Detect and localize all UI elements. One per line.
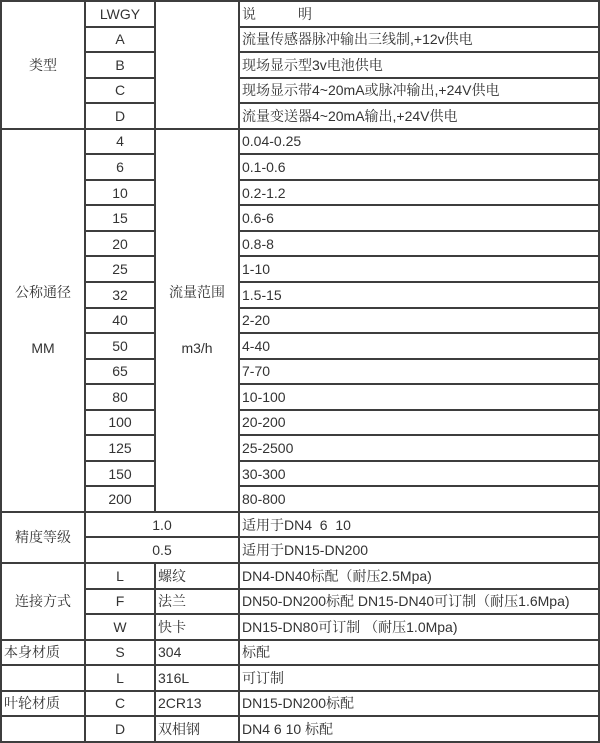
range-cell: 25-2500 [239,435,599,461]
table-row [1,359,599,385]
material-desc-cell: DN15-DN200标配 [239,691,599,717]
material-code-cell: C [85,691,155,717]
table-row [1,205,599,231]
accuracy-grade-cell: 1.0 [85,512,239,538]
dn-cell: 200 [85,486,155,512]
table-row [1,129,599,155]
material-code-cell: S [85,640,155,666]
flow-range-header [155,129,239,512]
material-name-cell: 304 [155,640,239,666]
table-row [1,435,599,461]
dn-cell: 40 [85,308,155,334]
table-row [1,461,599,487]
section-header-accuracy: 精度等级 [1,512,85,563]
accuracy-desc-cell: 适用于DN4 6 10 [239,512,599,538]
range-cell: 1.5-15 [239,282,599,308]
table-row [1,512,599,538]
dn-cell: 100 [85,410,155,436]
material-name-cell: 2CR13 [155,691,239,717]
range-cell: 80-800 [239,486,599,512]
table-row [1,333,599,359]
connection-desc-cell: DN50-DN200标配 DN15-DN40可订制（耐压1.6Mpa) [239,589,599,615]
flow-range-header-line1: 流量范围 [169,284,225,301]
range-cell: 7-70 [239,359,599,385]
dn-cell: 65 [85,359,155,385]
dn-cell: 32 [85,282,155,308]
type-desc-cell: 流量传感器脉冲输出三线制,+12v供电 [239,27,599,53]
flow-range-header-line2: m3/h [181,339,213,356]
dn-cell: 6 [85,154,155,180]
dn-cell: 4 [85,129,155,155]
dn-cell: 125 [85,435,155,461]
section-header-connection: 连接方式 [1,563,85,640]
material-name-cell: 双相钢 [155,716,239,742]
table-row [1,27,599,53]
range-cell: 0.8-8 [239,231,599,257]
dn-cell: 15 [85,205,155,231]
material-desc-cell: 标配 [239,640,599,666]
connection-name-cell: 快卡 [155,614,239,640]
accuracy-grade-cell: 0.5 [85,537,239,563]
table-row [1,665,599,691]
connection-desc-cell: DN15-DN80可订制 （耐压1.0Mpa) [239,614,599,640]
table-row [1,282,599,308]
table-row [1,78,599,104]
type-code-cell: D [85,103,155,129]
table-row [1,180,599,206]
table-row [1,614,599,640]
diameter-header-line1: 公称通径 [15,284,71,301]
diameter-header-line2: MM [31,339,55,356]
range-cell: 10-100 [239,384,599,410]
table-row [1,640,599,666]
range-cell: 20-200 [239,410,599,436]
table-row [1,103,599,129]
material-desc-cell: 可订制 [239,665,599,691]
range-cell: 0.2-1.2 [239,180,599,206]
empty-header-cell [1,665,85,691]
empty-header-cell [1,716,85,742]
dn-cell: 150 [85,461,155,487]
dn-cell: 20 [85,231,155,257]
type-desc-cell: 现场显示型3v电池供电 [239,52,599,78]
table-row [1,537,599,563]
table-row [1,1,599,27]
spacer-cell [155,1,239,129]
dn-cell: 80 [85,384,155,410]
table-row [1,486,599,512]
dn-cell: 25 [85,256,155,282]
range-cell: 30-300 [239,461,599,487]
type-desc-cell: 流量变送器4~20mA输出,+24V供电 [239,103,599,129]
model-code-cell: LWGY [85,1,155,27]
connection-desc-cell: DN4-DN40标配（耐压2.5Mpa) [239,563,599,589]
range-cell: 2-20 [239,308,599,334]
section-header-body-material: 本身材质 [1,640,85,666]
dn-cell: 10 [85,180,155,206]
table-row [1,563,599,589]
table-row [1,256,599,282]
section-header-type: 类型 [1,1,85,129]
table-row [1,589,599,615]
type-desc-cell: 现场显示带4~20mA或脉冲输出,+24V供电 [239,78,599,104]
material-code-cell: L [85,665,155,691]
connection-code-cell: L [85,563,155,589]
range-cell: 0.04-0.25 [239,129,599,155]
table-row [1,231,599,257]
section-header-diameter [1,129,85,512]
type-code-cell: B [85,52,155,78]
table-row [1,154,599,180]
range-cell: 0.1-0.6 [239,154,599,180]
table-row [1,691,599,717]
connection-code-cell: W [85,614,155,640]
table-row [1,384,599,410]
range-cell: 4-40 [239,333,599,359]
material-name-cell: 316L [155,665,239,691]
material-desc-cell: DN4 6 10 标配 [239,716,599,742]
dn-cell: 50 [85,333,155,359]
material-code-cell: D [85,716,155,742]
table-row [1,410,599,436]
range-cell: 0.6-6 [239,205,599,231]
accuracy-desc-cell: 适用于DN15-DN200 [239,537,599,563]
type-code-cell: C [85,78,155,104]
type-code-cell: A [85,27,155,53]
connection-name-cell: 法兰 [155,589,239,615]
description-header-cell: 说 明 [239,1,599,27]
section-header-impeller-material: 叶轮材质 [1,691,85,717]
range-cell: 1-10 [239,256,599,282]
connection-name-cell: 螺纹 [155,563,239,589]
table-row [1,308,599,334]
table-row [1,716,599,742]
connection-code-cell: F [85,589,155,615]
table-row [1,52,599,78]
